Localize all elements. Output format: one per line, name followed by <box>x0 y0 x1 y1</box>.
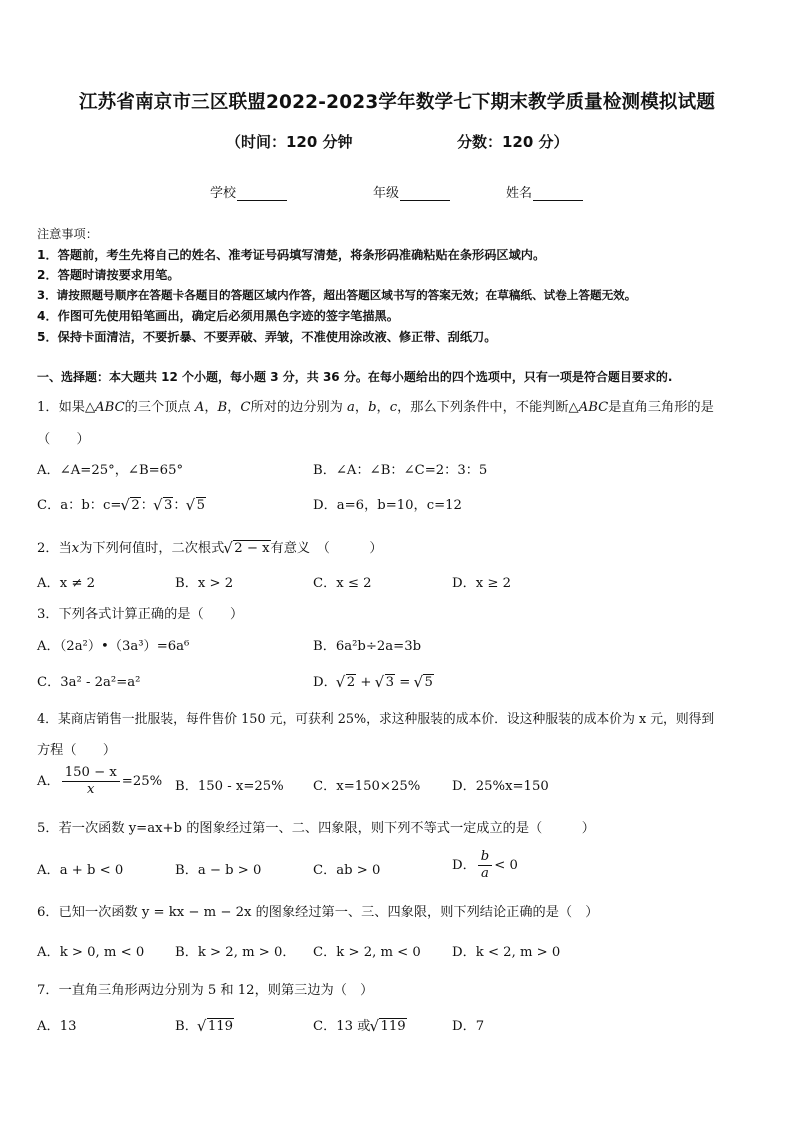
q6-option-b: B．k > 2, m > 0． <box>175 945 296 960</box>
q4-option-b: B．150 - x=25% <box>175 779 284 794</box>
note-item: 2．答题时请按要求用笔。 <box>37 268 180 282</box>
question-3-stem: 3．下列各式计算正确的是（ ） <box>37 607 244 622</box>
q6-option-a: A．k > 0, m < 0 <box>37 945 145 960</box>
q2-option-c: C．x ≤ 2 <box>313 576 372 591</box>
total-score: 分数：120 分） <box>457 133 569 151</box>
question-2-stem: 2．当x为下列何值时，二次根式√ 2 − x有意义 （ ） <box>37 537 383 556</box>
grade-field: 年级 <box>373 182 450 201</box>
question-4-stem: 4．某商店销售一批服装，每件售价 150 元，可获利 25%，求这种服装的成本价．设这种服装的成本价为 x 元，则得到 <box>37 712 715 727</box>
note-item: 1．答题前，考生先将自己的姓名、准考证号码填写清楚，将条形码准确粘贴在条形码区域内。 <box>37 248 546 262</box>
q7-option-d: D．7 <box>452 1019 485 1034</box>
q5-option-a: A．a + b < 0 <box>37 863 124 878</box>
note-item: 5．保持卡面清洁，不要折暴、不要弄破、弄皱，不准使用涂改液、修正带、刮纸刀。 <box>37 330 497 344</box>
q1-option-d: D．a=6，b=10，c=12 <box>313 498 462 513</box>
school-field: 学校 <box>210 182 287 201</box>
notes-heading: 注意事项： <box>37 227 98 241</box>
question-1-stem: 1．如果△ABC的三个顶点 A，B，C所对的边分别为 a，b，c，那么下列条件中，不能判断△ABC是直角三角形的是 <box>37 400 714 415</box>
q6-option-c: C．k > 2, m < 0 <box>313 945 421 960</box>
page-title: 江苏省南京市三区联盟2022-2023学年数学七下期末教学质量检测模拟试题 <box>78 92 716 113</box>
q3-option-b: B．6a²b÷2a=3b <box>313 639 422 654</box>
q6-option-d: D．k < 2, m > 0 <box>452 945 561 960</box>
q7-option-c: C．13 或√ 119 <box>313 1015 407 1034</box>
q7-option-b: B．√ 119 <box>175 1015 234 1034</box>
q4-option-a: A． $\frac{150 - x}{x}$ =25% <box>37 765 163 797</box>
q5-option-c: C．ab > 0 <box>313 863 381 878</box>
question-4-stem-cont: 方程（ ） <box>37 743 117 758</box>
question-5-stem: 5．若一次函数 y=ax+b 的图象经过第一、二、四象限，则下列不等式一定成立的是（ ） <box>37 821 595 836</box>
note-item: 3．请按照题号顺序在答题卡各题目的答题区域内作答，超出答题区域书写的答案无效；在草稿纸、试卷上答题无效。 <box>37 288 637 302</box>
q4-option-d: D．25%x=150 <box>452 779 549 794</box>
time-limit: （时间：120 分钟 <box>226 133 353 151</box>
name-field: 姓名 <box>506 182 583 201</box>
q2-option-d: D．x ≥ 2 <box>452 576 512 591</box>
q1-option-c: C．a：b：c=√ 2：√ 3：√ 5 <box>37 494 206 513</box>
section-heading: 一、选择题：本大题共 12 个小题，每小题 3 分，共 36 分。在每小题给出的四个选项中，只有一项是符合题目要求的. <box>37 370 673 384</box>
q3-option-a: A．（2a²）•（3a³）=6a⁶ <box>37 639 190 654</box>
q4-option-c: C．x=150×25% <box>313 779 421 794</box>
question-1-paren: （ ） <box>37 432 90 447</box>
q5-option-b: B．a − b > 0 <box>175 863 262 878</box>
q1-option-b: B．∠A：∠B：∠C=2：3：5 <box>313 463 488 478</box>
note-item: 4．作图可先使用铅笔画出，确定后必须用黑色字迹的签字笔描黑。 <box>37 309 399 323</box>
q3-option-d: D．√ 2 + √ 3 = √ 5 <box>313 671 434 690</box>
q1-option-a: A．∠A=25°，∠B=65° <box>37 463 184 478</box>
q3-option-c: C．3a² - 2a²=a² <box>37 675 141 690</box>
q2-option-a: A．x ≠ 2 <box>37 576 95 591</box>
q2-option-b: B．x > 2 <box>175 576 234 591</box>
question-6-stem: 6．已知一次函数 y = kx − m − 2x 的图象经过第一、三、四象限，则下列结论正确的是（ ） <box>37 905 599 920</box>
q5-option-d: D． $\frac{b}{a}$ < 0 <box>452 849 518 881</box>
q7-option-a: A．13 <box>37 1019 77 1034</box>
question-7-stem: 7．一直角三角形两边分别为 5 和 12，则第三边为（ ） <box>37 983 374 998</box>
